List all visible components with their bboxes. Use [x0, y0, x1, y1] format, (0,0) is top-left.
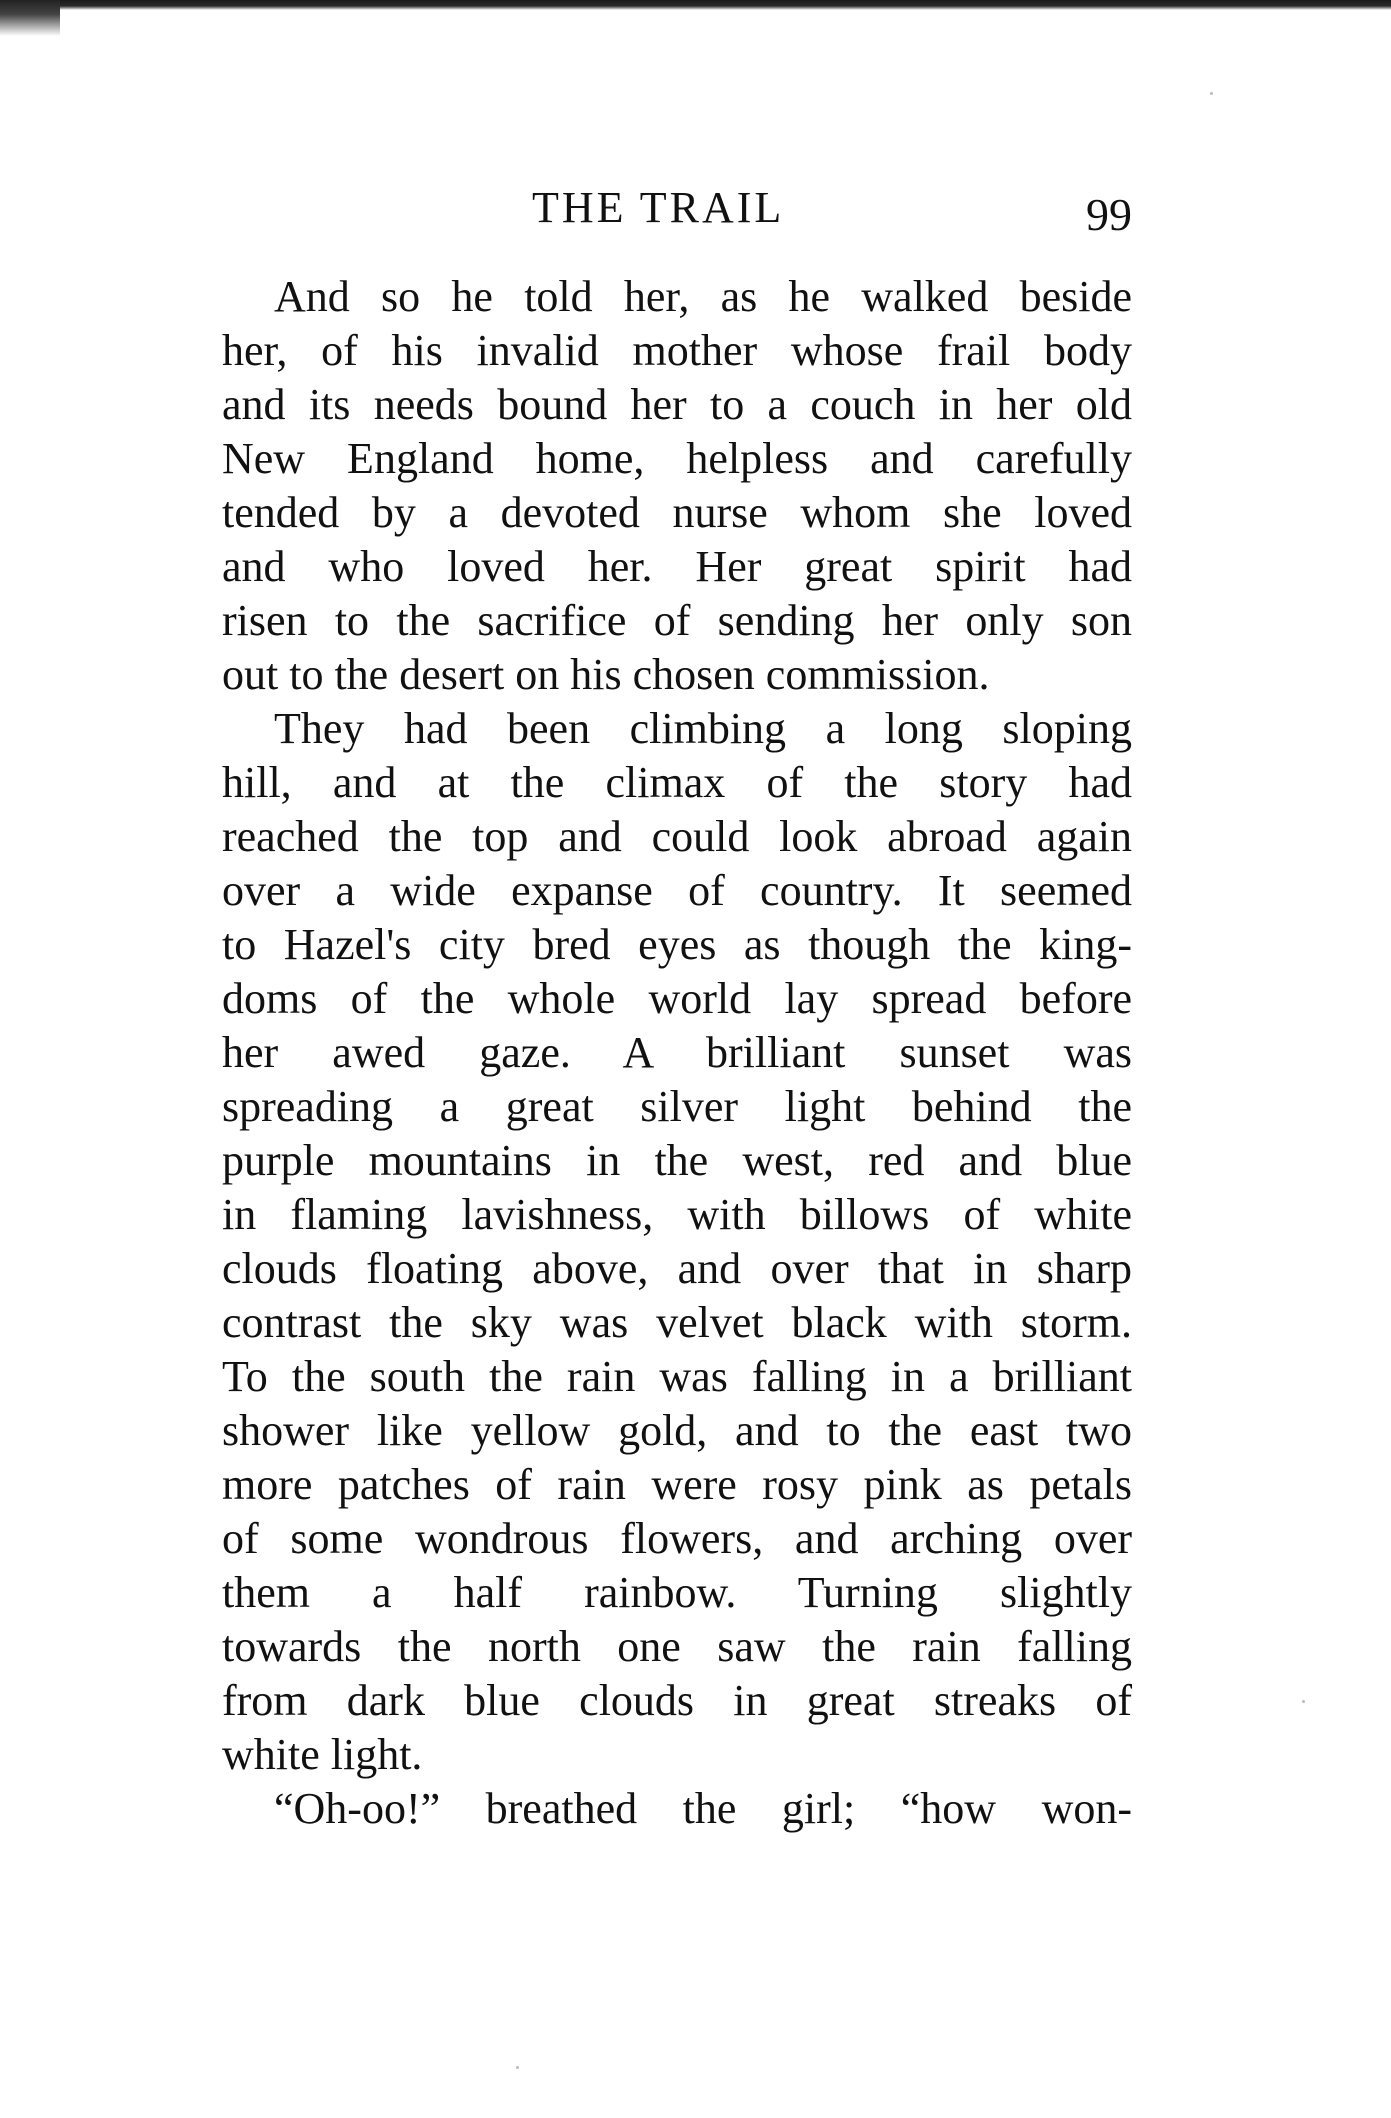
text-line: white light.	[222, 1730, 423, 1779]
page-header	[222, 182, 1132, 252]
text-line: out to the desert on his chosen commission.	[222, 650, 990, 699]
text-line: towards the north one saw the rain falling	[222, 1622, 1132, 1671]
paper-speck	[1210, 92, 1213, 95]
text-line: risen to the sacrifice of sending her only son	[222, 596, 1132, 645]
paper-speck	[516, 2066, 519, 2069]
text-line: doms of the whole world lay spread before	[222, 974, 1132, 1023]
text-line: and its needs bound her to a couch in her old	[222, 380, 1132, 429]
text-line: spreading a great silver light behind the	[222, 1082, 1132, 1131]
text-line: contrast the sky was velvet black with storm.	[222, 1298, 1132, 1347]
text-line: New England home, helpless and carefully	[222, 434, 1132, 483]
text-line: shower like yellow gold, and to the east two	[222, 1406, 1132, 1455]
text-line: over a wide expanse of country. It seemed	[222, 866, 1132, 915]
text-line: to Hazel's city bred eyes as though the king-	[222, 920, 1132, 969]
page-corner-shadow	[0, 0, 60, 36]
running-head: THE TRAIL	[532, 183, 785, 232]
text-line: clouds floating above, and over that in sharp	[222, 1244, 1132, 1293]
text-line: her awed gaze. A brilliant sunset was	[222, 1028, 1132, 1077]
text-line: purple mountains in the west, red and blue	[222, 1136, 1132, 1185]
page-number: 99	[1086, 189, 1132, 240]
text-line: in flaming lavishness, with billows of white	[222, 1190, 1132, 1239]
paper-speck	[1302, 1700, 1305, 1703]
text-line: And so he told her, as he walked beside	[274, 272, 1132, 321]
text-line: hill, and at the climax of the story had	[222, 758, 1132, 807]
paragraph-3	[222, 1782, 1132, 1836]
text-line: from dark blue clouds in great streaks of	[222, 1676, 1132, 1725]
text-line: “Oh-oo!” breathed the girl; “how won-	[274, 1784, 1132, 1833]
text-line: them a half rainbow. Turning slightly	[222, 1568, 1132, 1617]
text-line: more patches of rain were rosy pink as petals	[222, 1460, 1132, 1509]
paragraph-2	[222, 702, 1132, 1782]
text-line: reached the top and could look abroad again	[222, 812, 1132, 861]
page-top-edge-shadow	[0, 0, 1391, 10]
text-line: and who loved her. Her great spirit had	[222, 542, 1132, 591]
text-line: of some wondrous flowers, and arching over	[222, 1514, 1132, 1563]
text-line: They had been climbing a long sloping	[274, 704, 1132, 753]
paragraph-1	[222, 270, 1132, 702]
text-line: tended by a devoted nurse whom she loved	[222, 488, 1132, 537]
text-line: To the south the rain was falling in a brilliant	[222, 1352, 1132, 1401]
body-text	[222, 270, 1132, 1836]
text-line: her, of his invalid mother whose frail body	[222, 326, 1132, 375]
